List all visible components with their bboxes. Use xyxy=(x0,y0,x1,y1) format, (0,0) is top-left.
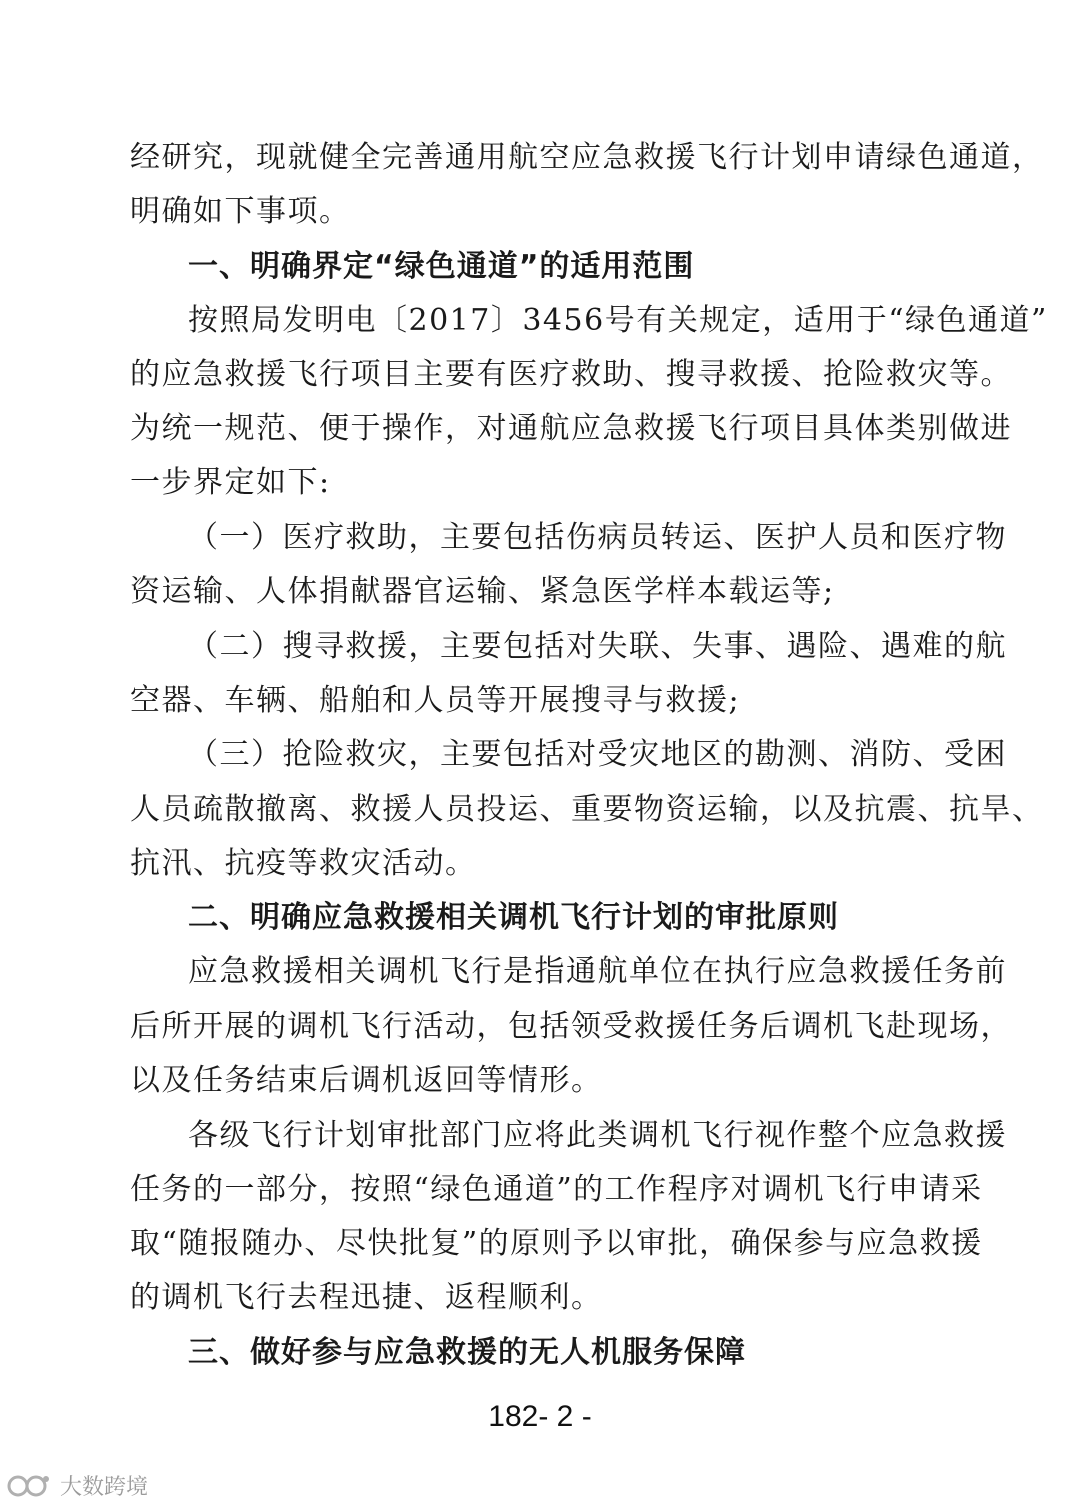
body-line: 应急救援相关调机飞行是指通航单位在执行应急救援任务前 xyxy=(188,954,1007,989)
page-number: 182- 2 - xyxy=(488,1400,592,1433)
body-line: 人员疏散撤离、救援人员投运、重要物资运输，以及抗震、抗旱、 xyxy=(130,792,1044,827)
body-line: 一步界定如下: xyxy=(130,465,331,500)
body-line: 任务的一部分，按照“绿色通道”的工作程序对调机飞行申请采 xyxy=(130,1172,983,1207)
section-heading-3: 三、做好参与应急救援的无人机服务保障 xyxy=(188,1335,746,1370)
section-heading-2: 二、明确应急救援相关调机飞行计划的审批原则 xyxy=(188,900,839,935)
body-line: 的调机飞行去程迅捷、返程顺利。 xyxy=(130,1280,603,1315)
watermark-text: 大数跨境 xyxy=(60,1475,149,1500)
body-line: （二）搜寻救援，主要包括对失联、失事、遇险、遇难的航 xyxy=(188,629,1007,664)
section-heading-1: 一、明确界定“绿色通道”的适用范围 xyxy=(188,249,695,284)
watermark xyxy=(6,1470,148,1501)
body-line: 以及任务结束后调机返回等情形。 xyxy=(130,1063,603,1098)
watermark-logo-icon xyxy=(6,1473,54,1499)
body-line: （三）抢险救灾，主要包括对受灾地区的勘测、消防、受困 xyxy=(188,737,1007,772)
body-line: 取“随报随办、尽快批复”的原则予以审批，确保参与应急救援 xyxy=(130,1226,983,1261)
body-line: 的应急救援飞行项目主要有医疗救助、搜寻救援、抢险救灾等。 xyxy=(130,357,1012,392)
body-line: 经研究，现就健全完善通用航空应急救援飞行计划申请绿色通道， xyxy=(130,140,1044,175)
body-line: 抗汛、抗疫等救灾活动。 xyxy=(130,846,477,881)
body-line: 各级飞行计划审批部门应将此类调机飞行视作整个应急救援 xyxy=(188,1118,1007,1153)
body-line: 后所开展的调机飞行活动，包括领受救援任务后调机飞赴现场， xyxy=(130,1009,1012,1044)
body-line: 为统一规范、便于操作，对通航应急救援飞行项目具体类别做进 xyxy=(130,411,1012,446)
body-line: 明确如下事项。 xyxy=(130,194,351,229)
body-line: 按照局发明电〔2017〕3456号有关规定，适用于“绿色通道” xyxy=(188,303,1048,338)
body-line: （一）医疗救助，主要包括伤病员转运、医护人员和医疗物 xyxy=(188,520,1007,555)
body-line: 资运输、人体捐献器官运输、紧急医学样本载运等; xyxy=(130,574,835,609)
body-line: 空器、车辆、船舶和人员等开展搜寻与救援; xyxy=(130,683,741,718)
